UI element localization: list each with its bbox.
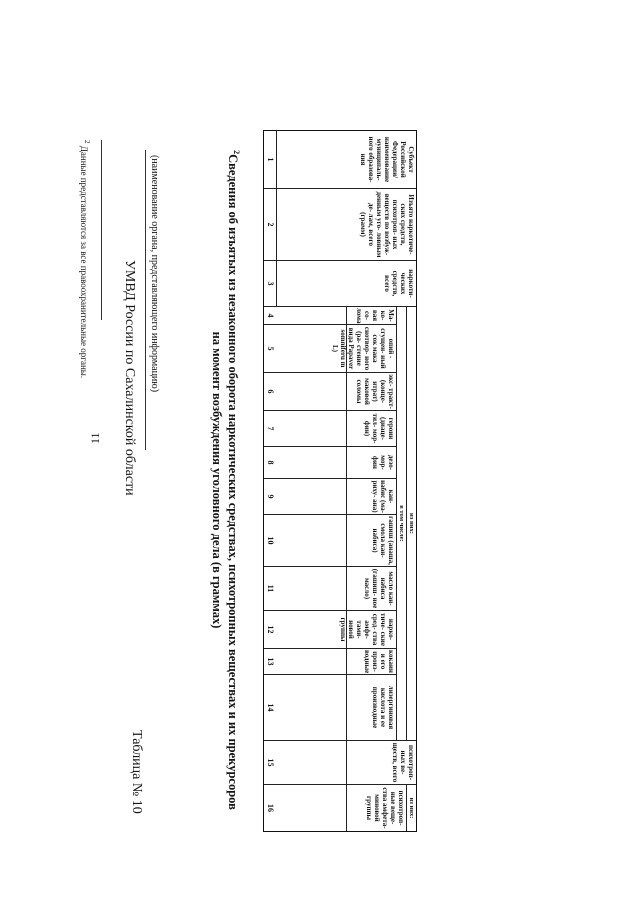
column-divider	[276, 740, 346, 741]
column-number: 9	[264, 479, 276, 515]
organization-caption: (наименование органа, представляющего информацию)	[149, 155, 160, 393]
column-divider	[276, 566, 346, 567]
column-number: 3	[264, 261, 276, 307]
header-cocaine: кокаин и его произ- водные	[346, 649, 396, 675]
column-divider	[276, 674, 346, 675]
footnote-text: Данные представляются за все правоохранительные органы.	[79, 145, 89, 379]
header-lysergic-acid: лизергиновая кислота и ее производные	[346, 675, 396, 741]
title-line-2: на момент возбуждения уголовного дела (в граммах)	[209, 331, 224, 629]
header-narcotics-total: наркоти- ческих средств, всего	[276, 261, 416, 307]
column-number: 6	[264, 373, 276, 411]
header-poppy-extract: экс- тракт- (конце- нтрат) маковой соломы	[346, 373, 396, 411]
footnote	[79, 140, 91, 378]
column-divider	[276, 372, 346, 373]
header-of-them: из них:	[406, 307, 416, 741]
header-amphetamine-psychotropics: психотроп- ные веще- ства амфета- миновой группы	[346, 785, 406, 831]
column-number: 15	[264, 741, 276, 785]
title-line-1: Сведения об изъятых из незаконного оборота наркотических средствах, психотропных веществах и их прекурсоров	[225, 154, 240, 810]
column-divider	[276, 446, 346, 447]
header-psychotropics-total: психотроп- ных ве- ществ, всего	[346, 741, 416, 785]
column-number: 10	[264, 515, 276, 567]
header-subject: Субъект Российской Федерации/ наименование муниципаль- ного образова- ния	[276, 131, 416, 189]
header-hashish: гашиш (анаша, смола кан- набиса)	[346, 515, 396, 567]
page-number: 11	[88, 432, 102, 444]
header-in-that-number: в том числе:	[396, 307, 406, 741]
column-number: 14	[264, 675, 276, 741]
column-divider	[276, 410, 346, 411]
organization-name: УМВД России по Сахалинской области	[122, 260, 137, 496]
column-number: 1	[264, 131, 276, 189]
column-number: 16	[266, 804, 275, 812]
header-seized-total: Изъято наркотиче- ских средств, психотроп- ных веществ по возбуж- денным уго- ловным де- лам, всего (грамм)	[276, 189, 416, 261]
column-number: 8	[264, 447, 276, 479]
data-table	[263, 130, 417, 832]
header-hashish-oil: масло кан- набиса (гашиш- ное масло)	[346, 567, 396, 611]
column-number: 7	[264, 411, 276, 447]
column-number: 12	[264, 611, 276, 649]
column-divider	[276, 648, 346, 649]
column-number: 13	[264, 649, 276, 675]
title-footnote-mark: 2	[232, 150, 241, 155]
column-number: 2	[264, 189, 276, 261]
header-poppy-straw: Ма- ко- вая со- лома	[346, 307, 396, 325]
organization-underline	[145, 150, 146, 450]
column-number: 5	[264, 325, 276, 373]
column-divider	[276, 784, 346, 785]
header-cannabis: кан- набис (ма- риху- ана)	[346, 479, 396, 515]
header-amphetamine-narcotics: нарко- тиче- ские сред- ства амфе- тами- новой группы	[346, 611, 396, 649]
column-number: 11	[264, 567, 276, 611]
column-divider	[276, 514, 346, 515]
column-divider	[276, 478, 346, 479]
column-number: 4	[264, 307, 276, 325]
header-psychotropics-of-them: из них:	[406, 785, 416, 831]
header-desomorphine: дезо- мор- фин	[346, 447, 396, 479]
footnote-separator	[101, 140, 102, 320]
column-divider	[276, 610, 346, 611]
table-title	[209, 140, 244, 820]
column-divider	[276, 324, 346, 325]
footnote-mark: 2	[83, 140, 91, 144]
header-opium: опий - сгущен- ный сок мака снотвор- ного (ра- стение вида Papaver somniferu m L)	[346, 325, 396, 373]
header-heroin: героин (диаце- тил- мор- фин)	[346, 411, 396, 447]
table-label: Таблица № 10	[129, 730, 144, 814]
